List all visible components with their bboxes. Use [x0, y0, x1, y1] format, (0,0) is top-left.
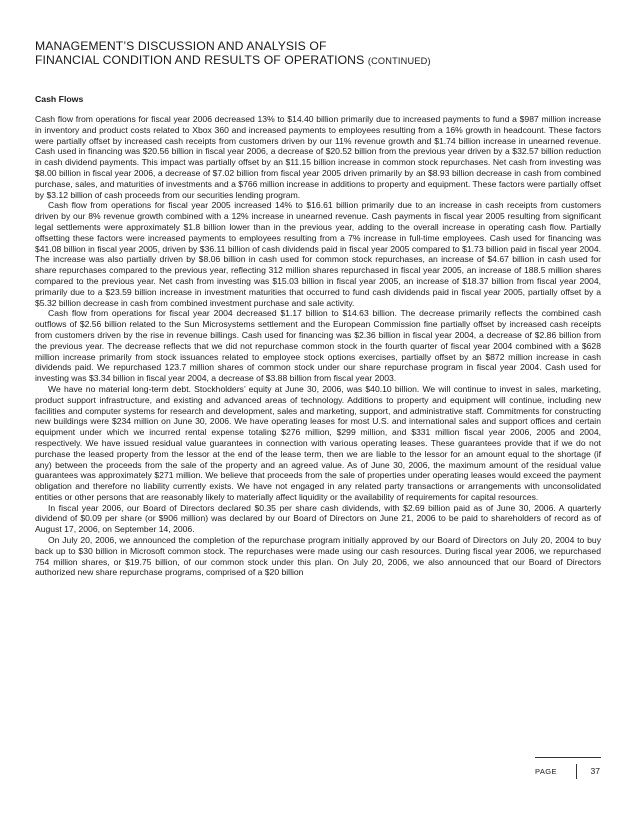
- paragraph: Cash flow from operations for fiscal year 2004 decreased $1.17 billion to $14.63 billion. The decrease primarily reflects the combined cash outflows of $2.56 billion related to the Sun Microsystems settlement and the European Commission fine partially offset by increased cash receipts from customers driven by the rise in revenue billings. Cash used for financing was $2.36 billion in fiscal year 2004, a decrease of $2.86 billion from the previous year. The decrease reflects that we did not repurchase common stock in the fourth quarter of fiscal year 2004 combined with a $628 million increase primarily from stock issuances related to employee stock options exercises, partially offset by an $872 million increase in cash dividends paid. We repurchased 123.7 million shares of common stock under our share repurchase program in fiscal year 2004. Cash used for investing was $3.34 billion in fiscal year 2004, a decrease of $3.88 billion from fiscal year 2003.: [35, 308, 601, 384]
- footer-rule: [535, 757, 601, 758]
- body-text: [35, 114, 601, 578]
- page-number: 37: [590, 766, 600, 776]
- page-label: PAGE: [535, 767, 557, 776]
- paragraph: In fiscal year 2006, our Board of Directors declared $0.35 per share cash dividends, with $2.69 billion paid as of June 30, 2006. A quarterly dividend of $0.09 per share (or $906 million) was declared by our Board of Directors on June 21, 2006 to be paid to shareholders of record as of August 17, 2006, on September 14, 2006.: [35, 502, 601, 535]
- header-line-2-text: FINANCIAL CONDITION AND RESULTS OF OPERATIONS: [35, 53, 365, 67]
- page-separator: [576, 764, 577, 779]
- paragraph: Cash flow from operations for fiscal year 2005 increased 14% to $16.61 billion primarily due to an increase in cash receipts from customers driven by our 8% revenue growth combined with a 12% increase in unearned revenue. Cash payments in fiscal year 2005 resulting from significant legal settlements were approximately $1.8 billion lower than in the previous year, adding to the overall increase in operating cash flow. Partially offsetting these factors were increased payments to employees resulting from a 7% increase in full-time employees. Cash used for financing was $41.08 billion in fiscal year 2005, driven by $36.11 billion of cash dividends paid in fiscal year 2005 compared to $1.73 billion paid in fiscal year 2004. The increase was also partially driven by $8.06 billion in cash used for common stock repurchases, an increase of $4.67 billion in cash used for share repurchases compared to the previous year, reflecting 312 million shares repurchased in fiscal year 2005, an increase of 188.5 million shares compared to the previous year. Net cash from investing was $15.03 billion in fiscal year 2005, an increase of $18.37 billion from fiscal year 2004, primarily due to a $23.59 billion increase in investment maturities that occurred to fund cash dividends paid in fiscal year 2005, partially offset by a $5.32 billion decrease in cash from combined investment purchase and sale activity.: [35, 200, 601, 308]
- section-title: Cash Flows: [35, 94, 84, 104]
- header-line-2: [35, 53, 595, 68]
- header-continued: (CONTINUED): [367, 56, 431, 66]
- page-footer: [520, 764, 602, 782]
- paragraph: We have no material long-term debt. Stockholders’ equity at June 30, 2006, was $40.10 billion. We will continue to invest in sales, marketing, product support infrastructure, and existing and advanced areas of technology. Additions to property and equipment will continue, including new facilities and computer systems for research and development, sales and marketing, support, and administrative staff. Commitments for constructing new buildings were $234 million on June 30, 2006. We have operating leases for most U.S. and international sales and support offices and certain equipment under which we incurred rental expense totaling $276 million, $299 million, and $331 million fiscal year 2006, 2005 and 2004, respectively. We have issued residual value guarantees in connection with various operating leases. These guarantees provide that if we do not purchase the leased property from the lessor at the end of the lease term, then we are liable to the lessor for an amount equal to the shortage (if any) between the proceeds from the sale of the property and an agreed value. As of June 30, 2006, the maximum amount of the residual value guarantees was approximately $271 million. We believe that proceeds from the sale of properties under operating leases would exceed the payment obligation and therefore no liability currently exists. We have not engaged in any related party transactions or arrangements with unconsolidated entities or other persons that are reasonably likely to materially affect liquidity or the availability of requirements for capital resources.: [35, 383, 601, 502]
- paragraph: Cash flow from operations for fiscal year 2006 decreased 13% to $14.40 billion primarily due to increased payments to fund a $987 million increase in inventory and product costs related to Xbox 360 and increased payments to employees resulting from a 16% growth in headcount. These factors were partially offset by increased cash receipts from customers driven by our 11% revenue growth and $1.74 billion increase in unearned revenue. Cash used in financing was $20.56 billion in fiscal year 2006, a decrease of $20.52 billion from the previous year driven by a $32.57 billion reduction in cash dividend payments. This impact was partially offset by an $11.15 billion increase in common stock repurchases. Net cash from investing was $8.00 billion in fiscal year 2006, a decrease of $7.02 billion from fiscal year 2005 driven primarily by an $8.93 billion decrease in cash from combined purchase, sales, and maturities of investments and a $766 million increase in additions to property and equipment. These factors were partially offset by $3.12 billion of cash proceeds from our securities lending program.: [35, 114, 601, 200]
- header-line-1: MANAGEMENT’S DISCUSSION AND ANALYSIS OF: [35, 39, 327, 53]
- page-header: [35, 39, 595, 68]
- paragraph: On July 20, 2006, we announced the completion of the repurchase program initially approved by our Board of Directors on July 20, 2004 to buy back up to $30 billion in Microsoft common stock. The repurchases were made using our cash resources. During fiscal year 2006, we repurchased 754 million shares, or $19.75 billion, of our common stock under this plan. On July 20, 2006, we also announced that our Board of Directors authorized new share repurchase programs, comprised of a $20 billion: [35, 535, 601, 578]
